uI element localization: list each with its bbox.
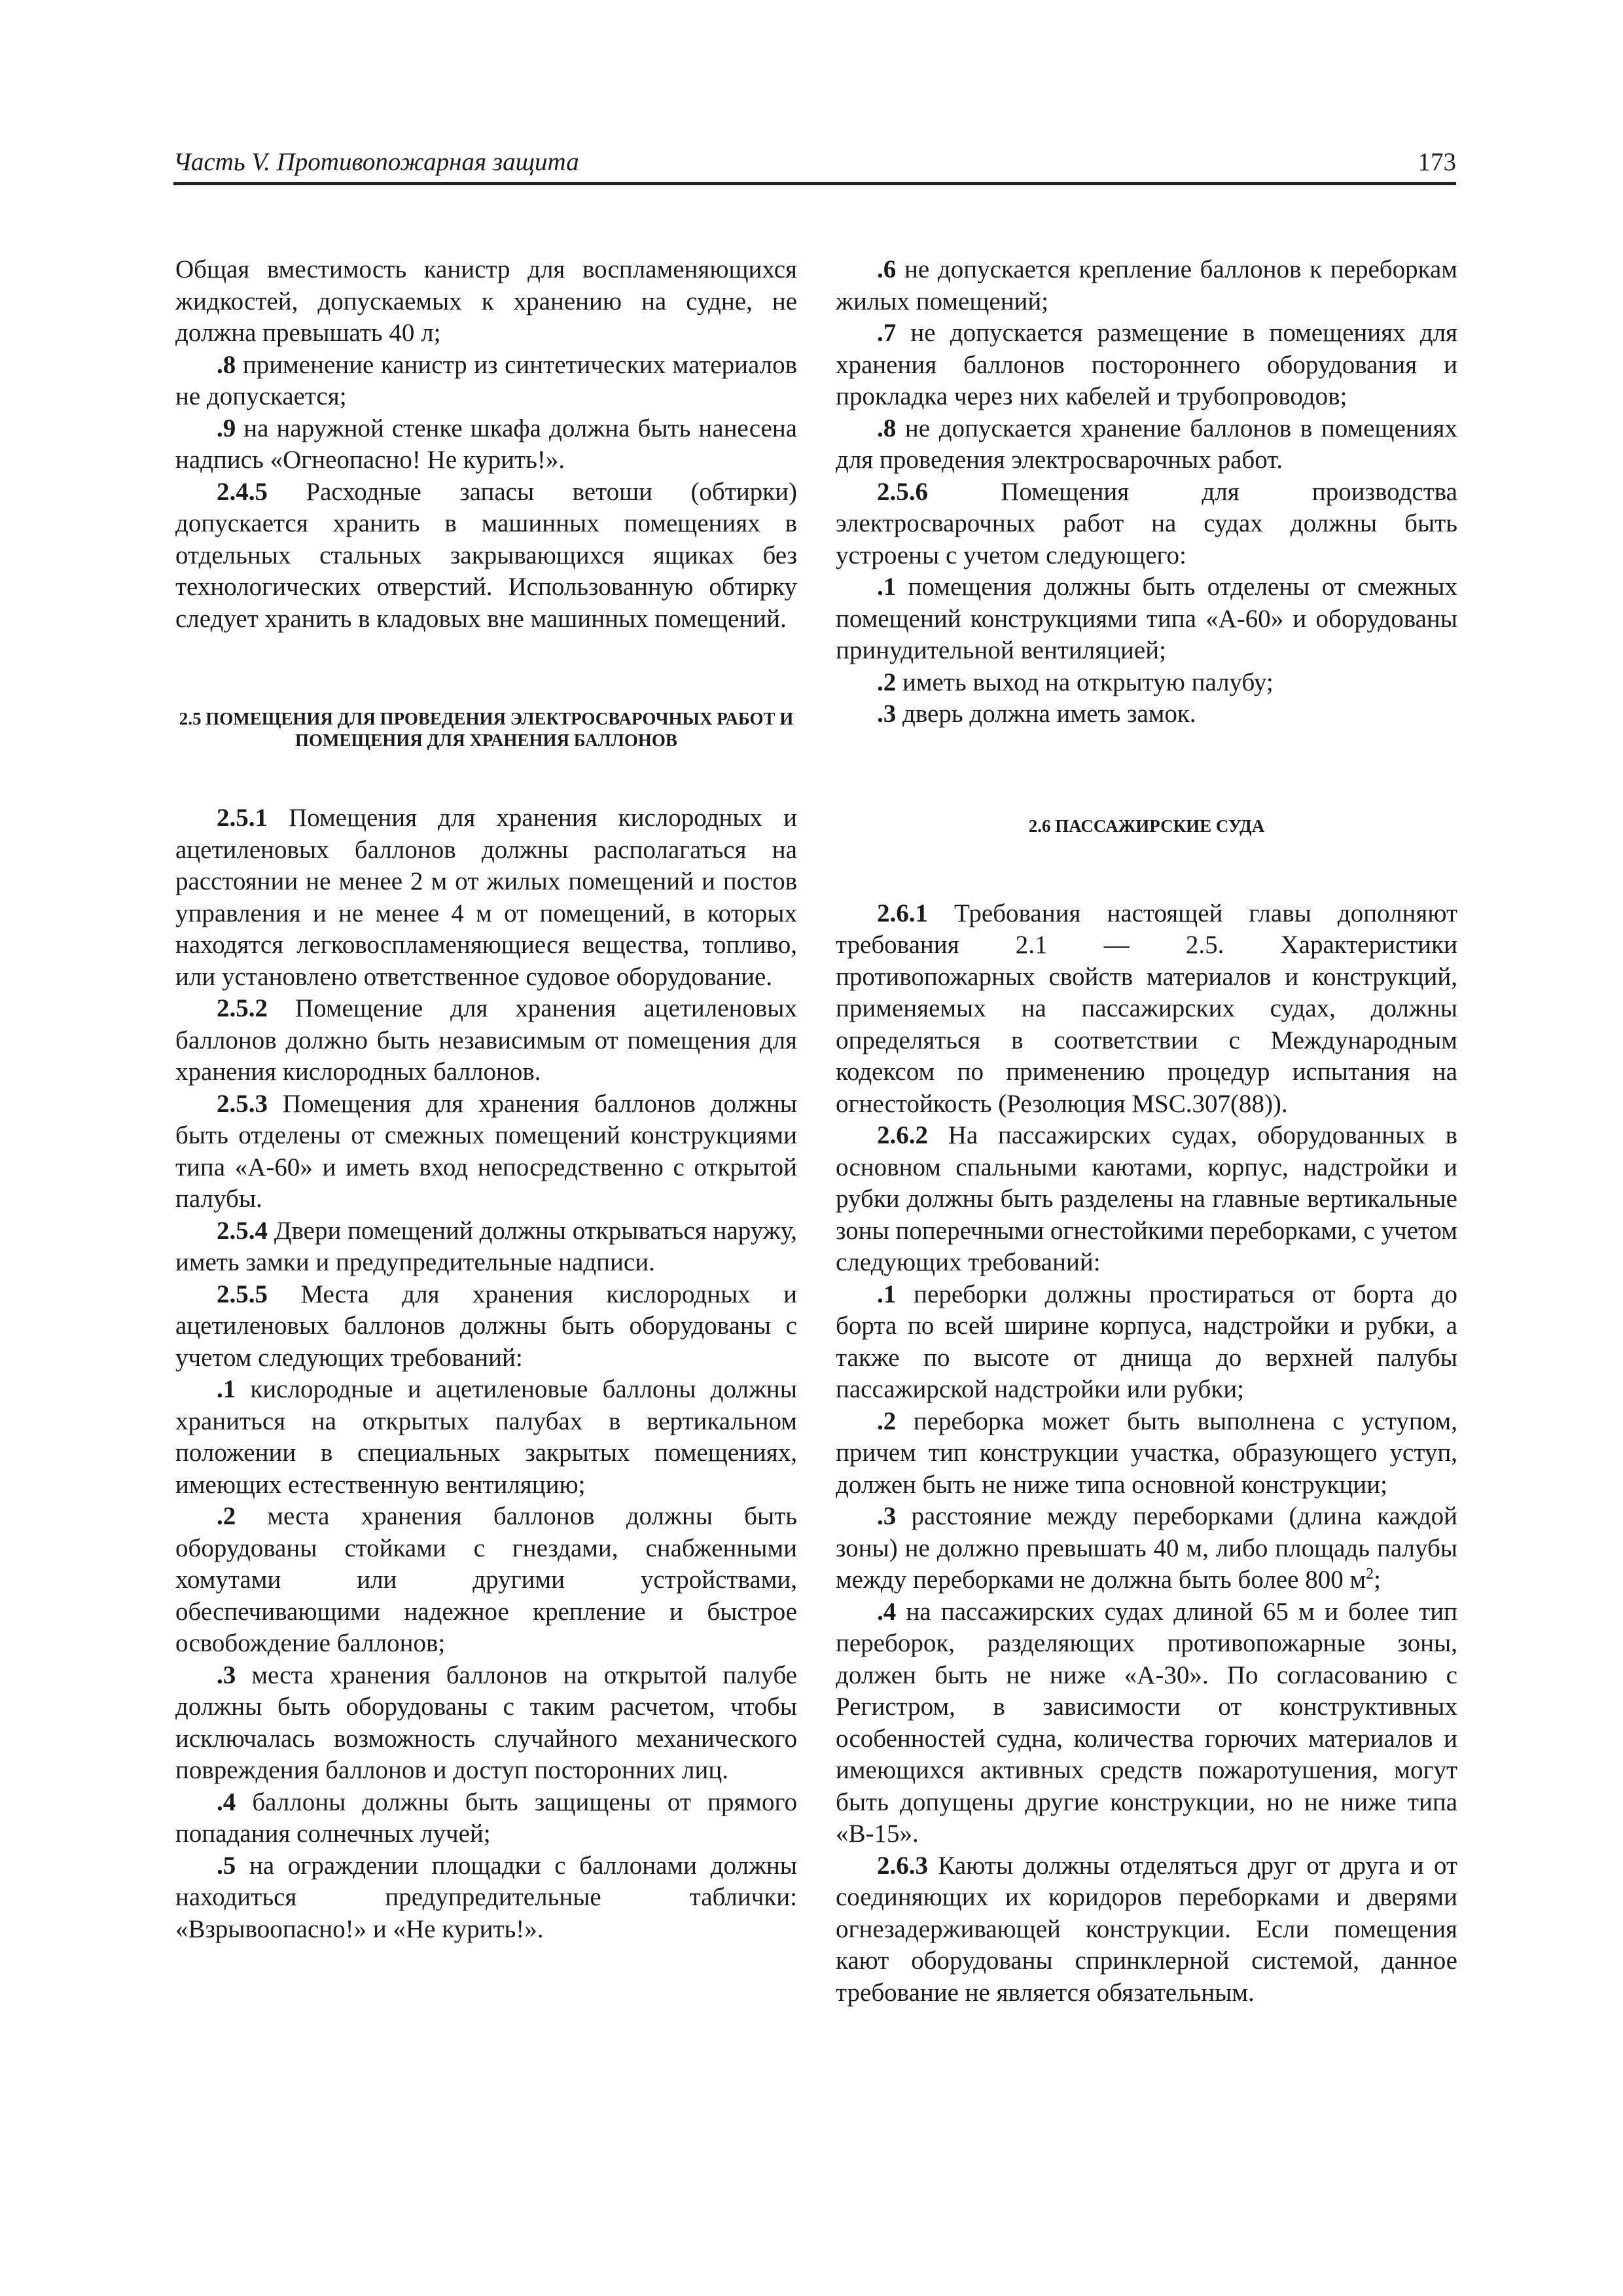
clause-number: .6 — [877, 255, 897, 283]
paragraph — [836, 254, 1457, 317]
running-header — [173, 143, 1456, 185]
paragraph — [836, 898, 1457, 1121]
paragraph — [836, 1850, 1457, 2009]
paragraph — [836, 667, 1457, 699]
clause-number: 2.6.2 — [877, 1121, 928, 1149]
paragraph-text: дверь должна иметь замок. — [896, 700, 1196, 728]
clause-number: .1 — [217, 1375, 236, 1403]
clause-number: 2.5.5 — [217, 1280, 268, 1308]
paragraph — [175, 1374, 797, 1501]
paragraph-text: не допускается крепление баллонов к переборкам жилых помещений; — [836, 255, 1457, 315]
paragraph — [836, 1501, 1457, 1596]
paragraph — [175, 802, 797, 993]
paragraph-text: применение канистр из синтетических материалов не допускается; — [175, 350, 797, 410]
paragraph-text: переборки должны простираться от борта до борта по всей ширине корпуса, надстройки и рубки, а также по высоте от днища до верхней палубы пассажирской надстройки или рубки; — [836, 1280, 1457, 1403]
clause-number: 2.6.3 — [877, 1851, 928, 1880]
paragraph-text: Расходные запасы ветоши (обтирки) допускается хранить в машинных помещениях в отдельных стальных закрывающихся ящиках без технологических отверстий. Использованную обтирку следует хранить в кладовых вне машинных помещений. — [175, 477, 797, 633]
paragraph — [175, 350, 797, 413]
paragraph-text: кислородные и ацетиленовые баллоны должны храниться на открытых палубах в вертикальном положении в специальных закрытых помещениях, имеющих естественную вентиляцию; — [175, 1375, 797, 1499]
paragraph-text: Помещения для хранения баллонов должны быть отделены от смежных помещений конструкциями типа «А-60» и иметь вход непосредственно с открытой палубы. — [175, 1089, 797, 1213]
right-column — [836, 254, 1457, 2009]
paragraph-text: места хранения баллонов должны быть оборудованы стойками с гнездами, снабженными хомутами или другими устройствами, обеспечивающими надежное крепление и быстрое освобождение баллонов; — [175, 1502, 797, 1657]
paragraph — [175, 1279, 797, 1374]
paragraph-text: Общая вместимость канистр для воспламеняющихся жидкостей, допускаемых к хранению на судне, не должна превышать 40 л; — [175, 255, 797, 347]
paragraph — [175, 476, 797, 636]
paragraph — [175, 1787, 797, 1850]
clause-number: .8 — [877, 414, 897, 442]
paragraph — [175, 1850, 797, 1946]
clause-number: .8 — [217, 350, 236, 379]
paragraph-text: не допускается хранение баллонов в помещениях для проведения электросварочных работ. — [836, 414, 1457, 474]
clause-number: .3 — [217, 1660, 236, 1689]
header-title: Часть V. Противопожарная защита — [173, 148, 579, 176]
paragraph — [836, 571, 1457, 667]
paragraph — [836, 1120, 1457, 1279]
clause-number: 2.5.3 — [217, 1089, 268, 1118]
paragraph-text: расстояние между переборками (длина каждой зоны) не должно превышать 40 м, либо площадь палубы между переборками не должна быть более 800 м — [836, 1502, 1457, 1594]
paragraph-text: Помещения для производства электросварочных работ на судах должны быть устроены с учетом следующего: — [836, 477, 1457, 569]
clause-number: .2 — [217, 1502, 236, 1530]
paragraph-text: места хранения баллонов на открытой палубе должны быть оборудованы с таким расчетом, чтобы исключалась возможность случайного механического повреждения баллонов и доступ посторонних лиц. — [175, 1660, 797, 1784]
clause-number: 2.5.6 — [877, 477, 928, 506]
paragraph-tail: ; — [1374, 1566, 1381, 1594]
clause-number: 2.5.2 — [217, 994, 268, 1022]
paragraph-text: на ограждении площадки с баллонами должны находиться предупредительные таблички: «Взрывоопасно!» и «Не курить!». — [175, 1851, 797, 1943]
paragraph-text: Каюты должны отделяться друг от друга и от соединяющих их коридоров переборками и дверями огнезадерживающей конструкции. Если помещения кают оборудованы спринклерной системой, данное требование не является обязательным. — [836, 1851, 1457, 2007]
clause-number: .3 — [877, 700, 897, 728]
section-heading: 2.6 ПАССАЖИРСКИЕ СУДА — [1028, 816, 1265, 836]
clause-number: .2 — [877, 668, 897, 696]
paragraph — [836, 413, 1457, 476]
paragraph-text: помещения должны быть отделены от смежных помещений конструкциями типа «А-60» и оборудованы принудительной вентиляцией; — [836, 573, 1457, 664]
paragraph-text: Места для хранения кислородных и ацетиленовых баллонов должны быть оборудованы с учетом следующих требований: — [175, 1280, 797, 1372]
paragraph — [175, 413, 797, 476]
paragraph-text: На пассажирских судах, оборудованных в основном спальными каютами, корпус, надстройки и рубки должны быть разделены на главные вертикальные зоны поперечными огнестойкими переборками, с учетом следующих требований: — [836, 1121, 1457, 1276]
paragraph-text: не допускается размещение в помещениях для хранения баллонов постороннего оборудования и прокладка через них кабелей и трубопроводов; — [836, 319, 1457, 410]
paragraph-text: переборка может быть выполнена с уступом, причем тип конструкции участка, образующего уступ, должен быть не ниже типа основной конструкции; — [836, 1407, 1457, 1499]
paragraph-text: Помещения для хранения кислородных и ацетиленовых баллонов должны располагаться на расстоянии не менее 2 м от жилых помещений и постов управления и не менее 4 м от помещений, в которых находятся легковоспламеняющиеся вещества, топливо, или установлено ответственное судовое оборудование. — [175, 804, 797, 991]
clause-number: .1 — [877, 573, 897, 601]
paragraph — [175, 254, 797, 350]
superscript: 2 — [1366, 1566, 1374, 1583]
paragraph — [836, 1279, 1457, 1406]
paragraph-text: Двери помещений должны открываться наружу, иметь замки и предупредительные надписи. — [175, 1216, 797, 1276]
paragraph — [175, 1215, 797, 1279]
clause-number: .3 — [877, 1502, 897, 1530]
clause-number: .4 — [877, 1597, 897, 1626]
paragraph — [175, 1660, 797, 1787]
section-heading: 2.5 ПОМЕЩЕНИЯ ДЛЯ ПРОВЕДЕНИЯ ЭЛЕКТРОСВАРОЧНЫХ РАБОТ И ПОМЕЩЕНИЯ ДЛЯ ХРАНЕНИЯ БАЛЛОНОВ — [179, 709, 794, 750]
clause-number: .7 — [877, 319, 897, 347]
clause-number: .4 — [217, 1787, 236, 1816]
paragraph-text: Помещение для хранения ацетиленовых баллонов должно быть независимым от помещения для хранения кислородных баллонов. — [175, 994, 797, 1086]
clause-number: .9 — [217, 414, 236, 442]
clause-number: .5 — [217, 1851, 236, 1880]
paragraph — [175, 1501, 797, 1660]
clause-number: 2.6.1 — [877, 899, 928, 927]
paragraph-text: иметь выход на открытую палубу; — [896, 668, 1274, 696]
paragraph — [836, 1406, 1457, 1501]
clause-number: 2.5.4 — [217, 1216, 268, 1245]
page-number: 173 — [1418, 148, 1456, 176]
clause-number: 2.4.5 — [217, 477, 268, 506]
paragraph — [836, 317, 1457, 413]
paragraph — [836, 1596, 1457, 1850]
paragraph-text: на наружной стенке шкафа должна быть нанесена надпись «Огнеопасно! Не курить!». — [175, 414, 797, 474]
paragraph — [175, 993, 797, 1088]
paragraph-text: баллоны должны быть защищены от прямого попадания солнечных лучей; — [175, 1787, 797, 1848]
clause-number: .1 — [877, 1280, 897, 1308]
clause-number: 2.5.1 — [217, 804, 268, 832]
paragraph-text: Требования настоящей главы дополняют требования 2.1 — 2.5. Характеристики противопожарных свойств материалов и конструкций, применяемых на пассажирских судах, должны определяться в соответствии с Международным кодексом по применению процедур испытания на огнестойкость (Резолюция MSC.307(88)). — [836, 899, 1457, 1118]
paragraph — [175, 1088, 797, 1215]
paragraph — [836, 698, 1457, 730]
left-column — [175, 254, 797, 1945]
paragraph — [836, 476, 1457, 572]
clause-number: .2 — [877, 1407, 897, 1435]
paragraph-text: на пассажирских судах длиной 65 м и более тип переборок, разделяющих противопожарные зоны, должен быть не ниже «А-30». По согласованию с Регистром, в зависимости от конструктивных особенностей судна, количества горючих материалов и имеющихся активных средств пожаротушения, могут быть допущены другие конструкции, но не ниже типа «В-15». — [836, 1597, 1457, 1848]
